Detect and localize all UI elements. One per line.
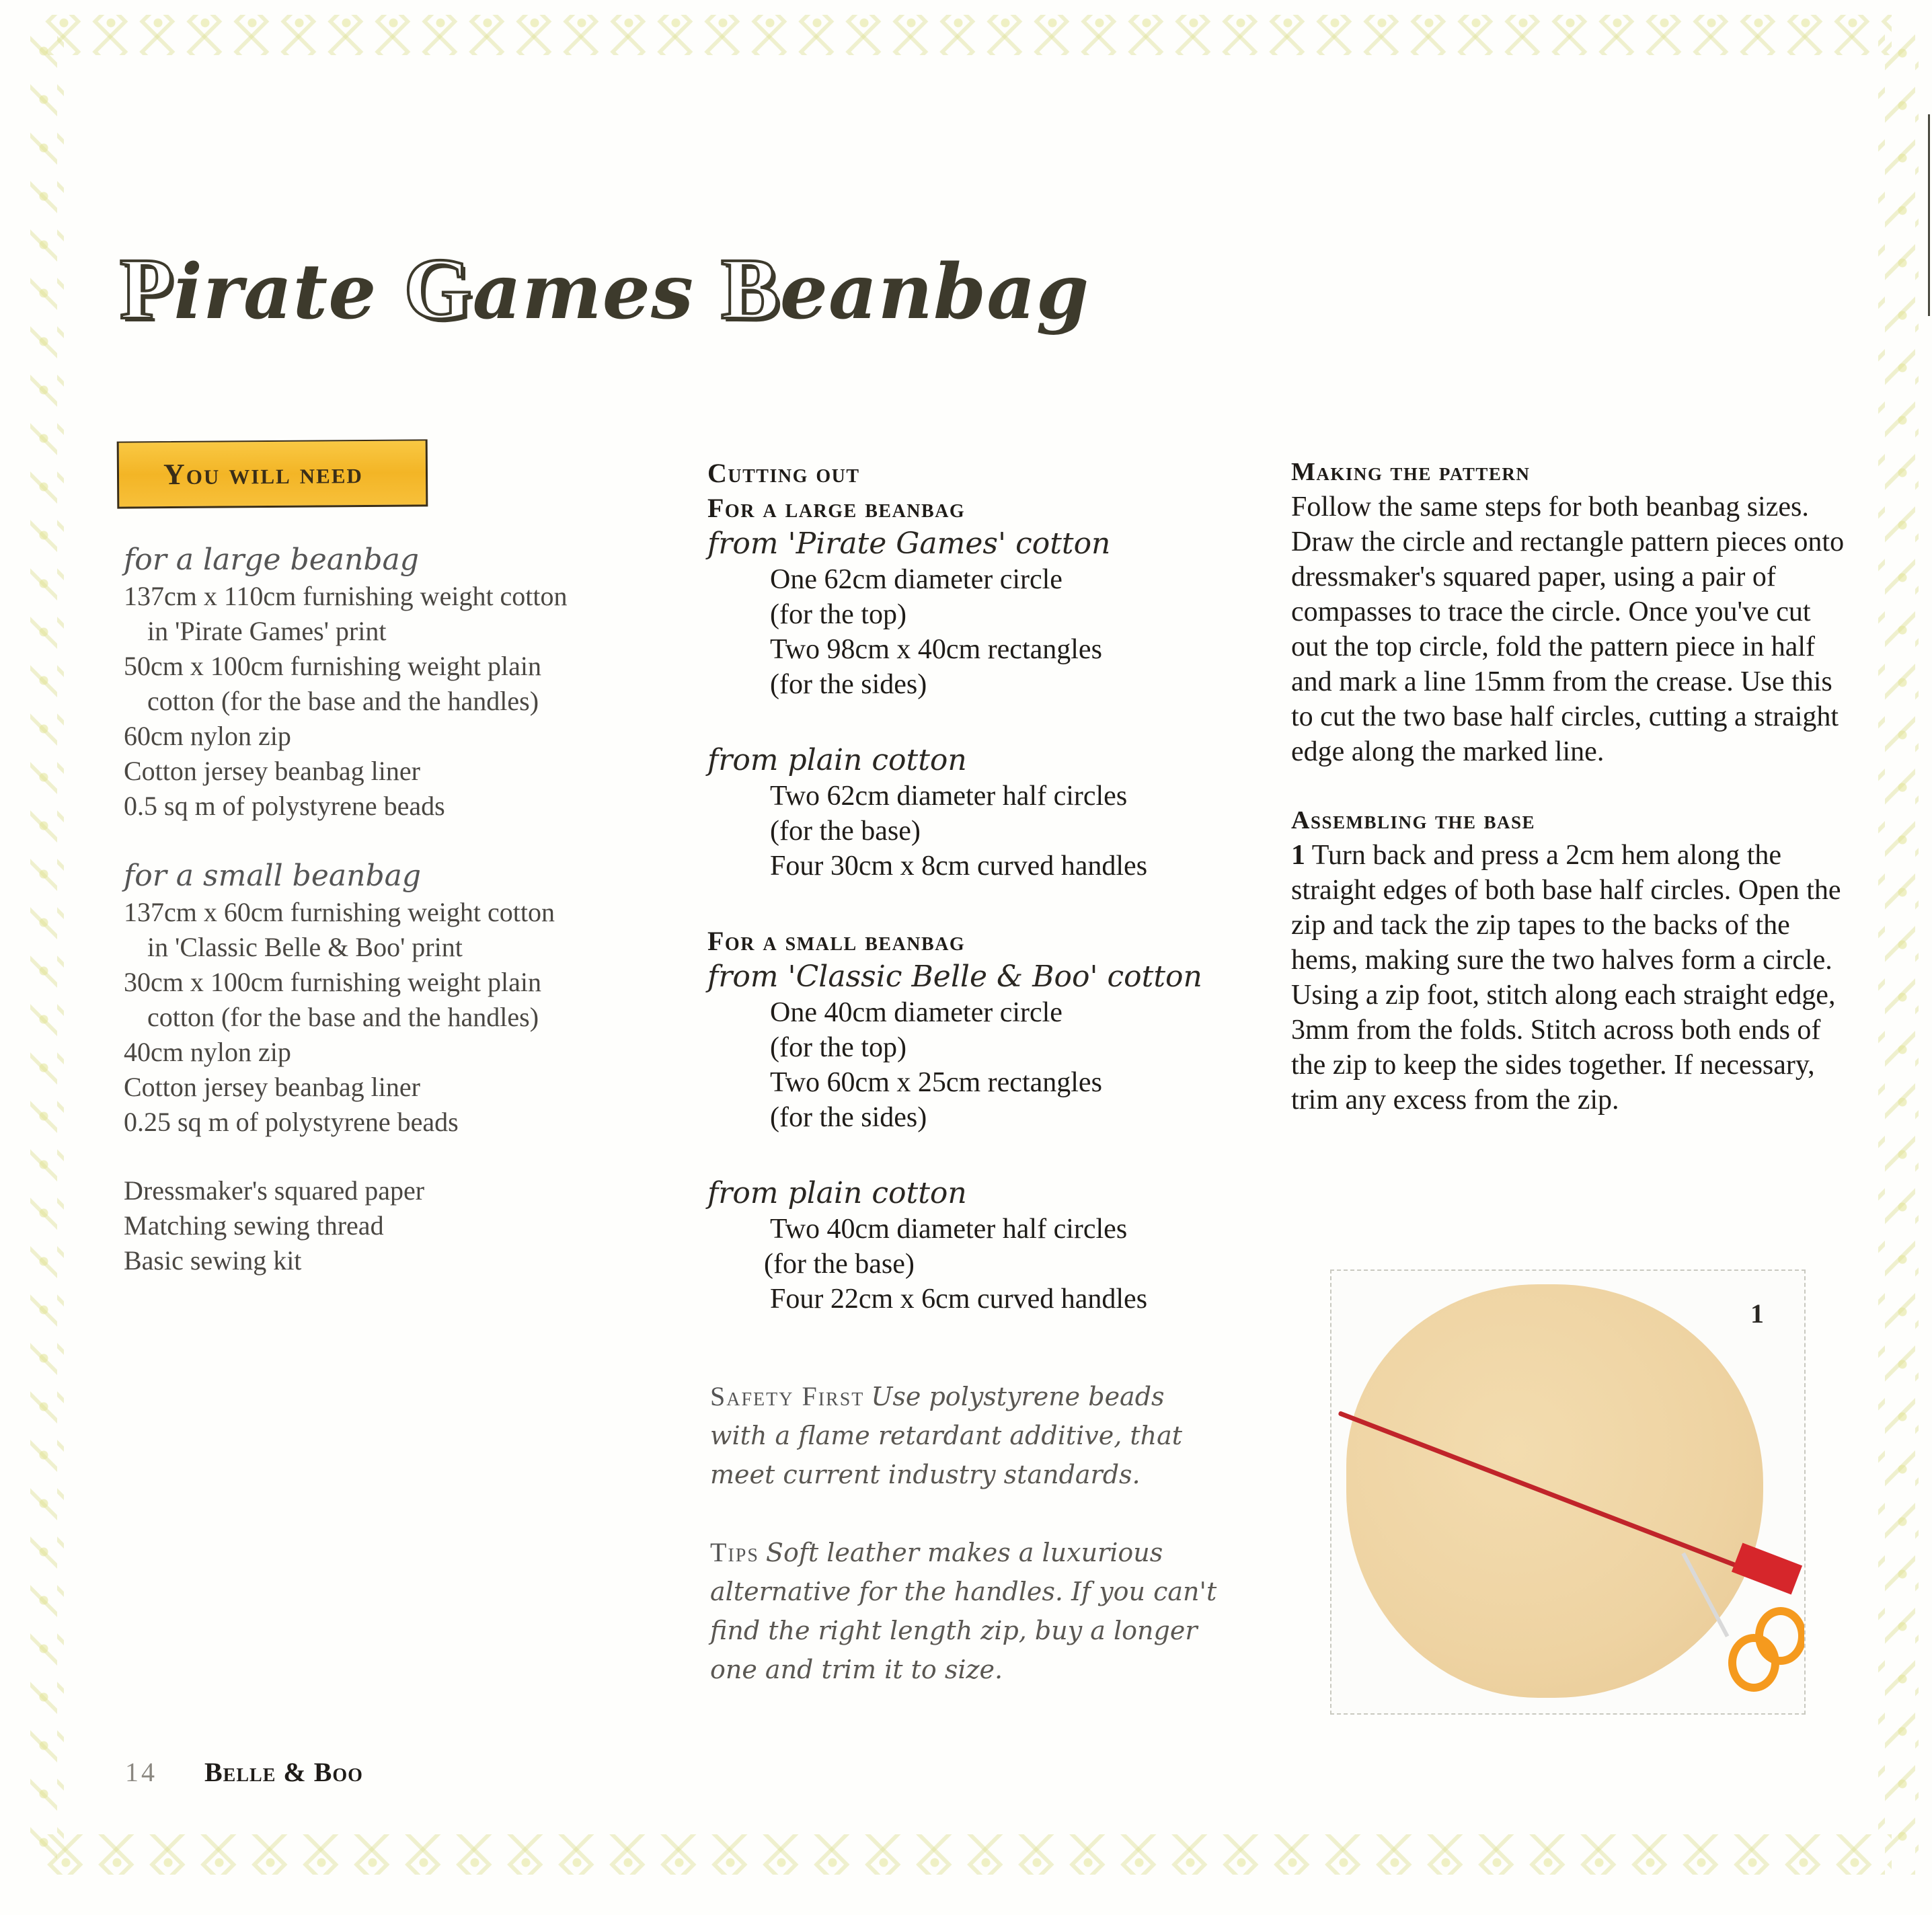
- materials-group-large: [124, 541, 581, 824]
- you-will-need-tag: [117, 439, 428, 508]
- page-number: 14: [125, 1757, 157, 1787]
- notes-section: [710, 1377, 1221, 1728]
- lace-border-right: [1878, 27, 1919, 1875]
- cut-item: One 40cm diameter circle: [770, 997, 1062, 1028]
- title-word: eanbag: [779, 248, 1090, 336]
- material-item: Matching sewing thread: [124, 1210, 384, 1241]
- fabric-source: from 'Classic Belle & Boo' cotton: [707, 960, 1202, 994]
- note-label: Safety First: [710, 1381, 865, 1411]
- materials-subtitle: for a large beanbag: [124, 543, 419, 577]
- tips-note: [710, 1533, 1221, 1689]
- lace-border-left: [30, 27, 64, 1875]
- scissors-icon: [1755, 1607, 1806, 1665]
- section-heading-making-pattern: Making the pattern: [1291, 458, 1531, 486]
- making-pattern-section: [1291, 455, 1849, 769]
- material-item: 0.25 sq m of polystyrene beads: [124, 1107, 459, 1137]
- cut-item: (for the sides): [770, 669, 927, 700]
- materials-list: [124, 541, 581, 1312]
- material-item: 137cm x 60cm furnishing weight cotton in 'Classic Belle & Boo' print: [124, 897, 555, 962]
- cut-item: Two 98cm x 40cm rectangles: [770, 634, 1102, 665]
- cutting-out-section: [707, 456, 1245, 1357]
- cut-item: One 62cm diameter circle: [770, 564, 1062, 595]
- cut-item: (for the base): [764, 1249, 915, 1280]
- page-title: [120, 239, 1089, 340]
- cut-item: Four 30cm x 8cm curved handles: [770, 851, 1148, 882]
- title-initial-g: G: [403, 241, 473, 338]
- cutting-block: [707, 526, 1245, 702]
- cut-item: (for the top): [770, 599, 906, 630]
- cut-item: Four 22cm x 6cm curved handles: [770, 1284, 1148, 1315]
- cut-item: (for the top): [770, 1032, 906, 1063]
- step-body: Turn back and press a 2cm hem along the straight edges of both base half circles. Open the zip and tack the zip tapes to the backs of the hems, making sure the two halves form a circle. Using a zip foot, stitch along each straight edge, 3mm from the folds. Stitch across both ends of the zip to keep the sides together. If necessary, trim any excess from the zip.: [1291, 840, 1841, 1116]
- you-will-need-label: You will need: [163, 457, 363, 492]
- material-item: 40cm nylon zip: [124, 1037, 291, 1067]
- note-body: Soft leather makes a luxurious alternative for the handles. If you can't find the right length zip, buy a longer one and trim it to size.: [710, 1538, 1217, 1684]
- section-heading-assembling-base: Assembling the base: [1291, 806, 1536, 834]
- title-word: ames: [472, 248, 695, 336]
- fabric-circle: [1346, 1284, 1763, 1698]
- material-item: Cotton jersey beanbag liner: [124, 1072, 420, 1102]
- materials-group-general: [124, 1173, 581, 1278]
- title-initial-p: P: [120, 241, 174, 338]
- page-edge: [1928, 114, 1930, 316]
- making-pattern-text: Follow the same steps for both beanbag sizes. Draw the circle and rectangle pattern pieces onto dressmaker's squared paper, using a pair of compasses to trace the circle. Once you've cut out the top circle, fold the pattern piece in half and mark a line 15mm from the crease. Use this to cut the two base half circles, cutting a straight edge along the marked line.: [1291, 492, 1845, 767]
- cut-item: Two 60cm x 25cm rectangles: [770, 1067, 1102, 1098]
- step-photo: [1330, 1269, 1806, 1715]
- note-label: Tips: [710, 1537, 759, 1567]
- lace-border-bottom: [40, 1834, 1892, 1875]
- materials-group-small: [124, 857, 581, 1140]
- material-item: 60cm nylon zip: [124, 721, 291, 751]
- instructions-column: [1291, 455, 1849, 1151]
- assembling-base-text: [1291, 838, 1849, 1118]
- title-word: irate: [173, 248, 377, 336]
- book-title: Belle & Boo: [204, 1757, 363, 1787]
- title-initial-b: B: [721, 241, 780, 338]
- material-item: 0.5 sq m of polystyrene beads: [124, 791, 445, 821]
- assembling-base-section: [1291, 803, 1849, 1118]
- cut-item: Two 40cm diameter half circles: [770, 1214, 1128, 1245]
- cutting-block: [707, 959, 1245, 1135]
- material-item: Basic sewing kit: [124, 1245, 302, 1276]
- cut-item: (for the sides): [770, 1102, 927, 1133]
- materials-subtitle: for a small beanbag: [124, 859, 422, 893]
- section-heading-cutting-out: Cutting out: [707, 458, 860, 488]
- step-number: 1: [1291, 840, 1305, 871]
- subheading-large-beanbag: For a large beanbag: [707, 493, 966, 523]
- material-item: Cotton jersey beanbag liner: [124, 756, 420, 786]
- material-item: 137cm x 110cm furnishing weight cotton in 'Pirate Games' print: [124, 581, 568, 646]
- note-body: Use polystyrene beads with a flame retardant additive, that meet current industry standards.: [710, 1382, 1183, 1489]
- photo-step-label: 1: [1750, 1298, 1764, 1329]
- material-item: 50cm x 100cm furnishing weight plain cotton (for the base and the handles): [124, 651, 542, 716]
- page-footer: [125, 1756, 363, 1788]
- material-item: 30cm x 100cm furnishing weight plain cotton (for the base and the handles): [124, 967, 542, 1032]
- safety-note: [710, 1377, 1221, 1494]
- lace-border-top: [40, 15, 1892, 55]
- fabric-source: from plain cotton: [707, 1176, 967, 1210]
- material-item: Dressmaker's squared paper: [124, 1175, 425, 1206]
- subheading-small-beanbag: For a small beanbag: [707, 926, 966, 956]
- cut-item: (for the base): [770, 816, 921, 847]
- zip-tab: [1732, 1543, 1802, 1595]
- fabric-source: from 'Pirate Games' cotton: [707, 526, 1111, 561]
- cut-item: Two 62cm diameter half circles: [770, 781, 1128, 812]
- fabric-source: from plain cotton: [707, 743, 967, 777]
- cutting-block: [707, 742, 1245, 884]
- cutting-block: [707, 1175, 1245, 1317]
